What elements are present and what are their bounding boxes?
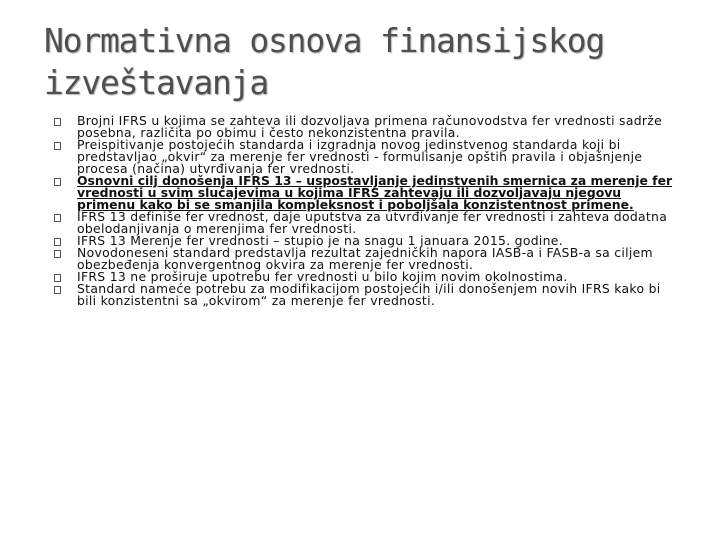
square-bullet-icon <box>54 214 61 222</box>
bullet-item-2 <box>52 139 682 175</box>
bullet-item-6 <box>52 247 682 271</box>
bullet-text: Osnovni cilj donošenja IFRS 13 – uspostavljanje jedinstvenih smernica za merenje fer vrednosti u svim slučajevima u kojima IFRS zahtevaju ili dozvoljavaju njegovu primenu kako bi se smanjila kompleksnost i poboljšala konzistentnost primene. <box>77 173 673 212</box>
square-bullet-icon <box>54 250 61 258</box>
bullet-text: IFRS 13 Merenje fer vrednosti – stupio je na snagu 1 januara 2015. godine. <box>77 233 563 248</box>
bullet-item-4 <box>52 211 682 235</box>
bullet-text: Novodoneseni standard predstavlja rezultat zajedničkih napora IASB-a i FASB-a sa ciljem obezbeđenja konvergentnog okvira za merenje fer vrednosti. <box>77 245 653 272</box>
square-bullet-icon <box>54 178 61 186</box>
bullet-text: IFRS 13 definiše fer vrednost, daje uputstva za utvrđivanje fer vrednosti i zahteva dodatna obelodanjivanja o merenjima fer vrednosti. <box>77 209 668 236</box>
square-bullet-icon <box>54 238 61 246</box>
bullet-text: Preispitivanje postojećih standarda i izgradnja novog jedinstvenog standarda koji bi predstavljao „okvir“ za merenje fer vrednosti - formulisanje opštih pravila i objašnjenje procesa (načina) utvrđivanja fer vrednosti. <box>77 137 643 176</box>
square-bullet-icon <box>54 142 61 150</box>
bullet-item-3 <box>52 175 682 211</box>
square-bullet-icon <box>54 118 61 126</box>
bullet-item-8 <box>52 283 682 307</box>
bullet-text: Standard nameće potrebu za modifikacijom postojećih i/ili donošenjem novih IFRS kako bi bili konzistentni sa „okvirom“ za merenje fer vrednosti. <box>77 281 661 308</box>
bullet-text: Brojni IFRS u kojima se zahteva ili dozvoljava primena računovodstva fer vrednosti sadrže posebna, različita po obimu i često nekonzistentna pravila. <box>77 113 662 140</box>
square-bullet-icon <box>54 274 61 282</box>
slide-title: Normativna osnova finansijskog izveštavanja <box>44 21 605 102</box>
bullet-item-1 <box>52 115 682 139</box>
bullet-list <box>52 115 682 307</box>
square-bullet-icon <box>54 286 61 294</box>
bullet-text: IFRS 13 ne proširuje upotrebu fer vrednosti u bilo kojim novim okolnostima. <box>77 269 568 284</box>
